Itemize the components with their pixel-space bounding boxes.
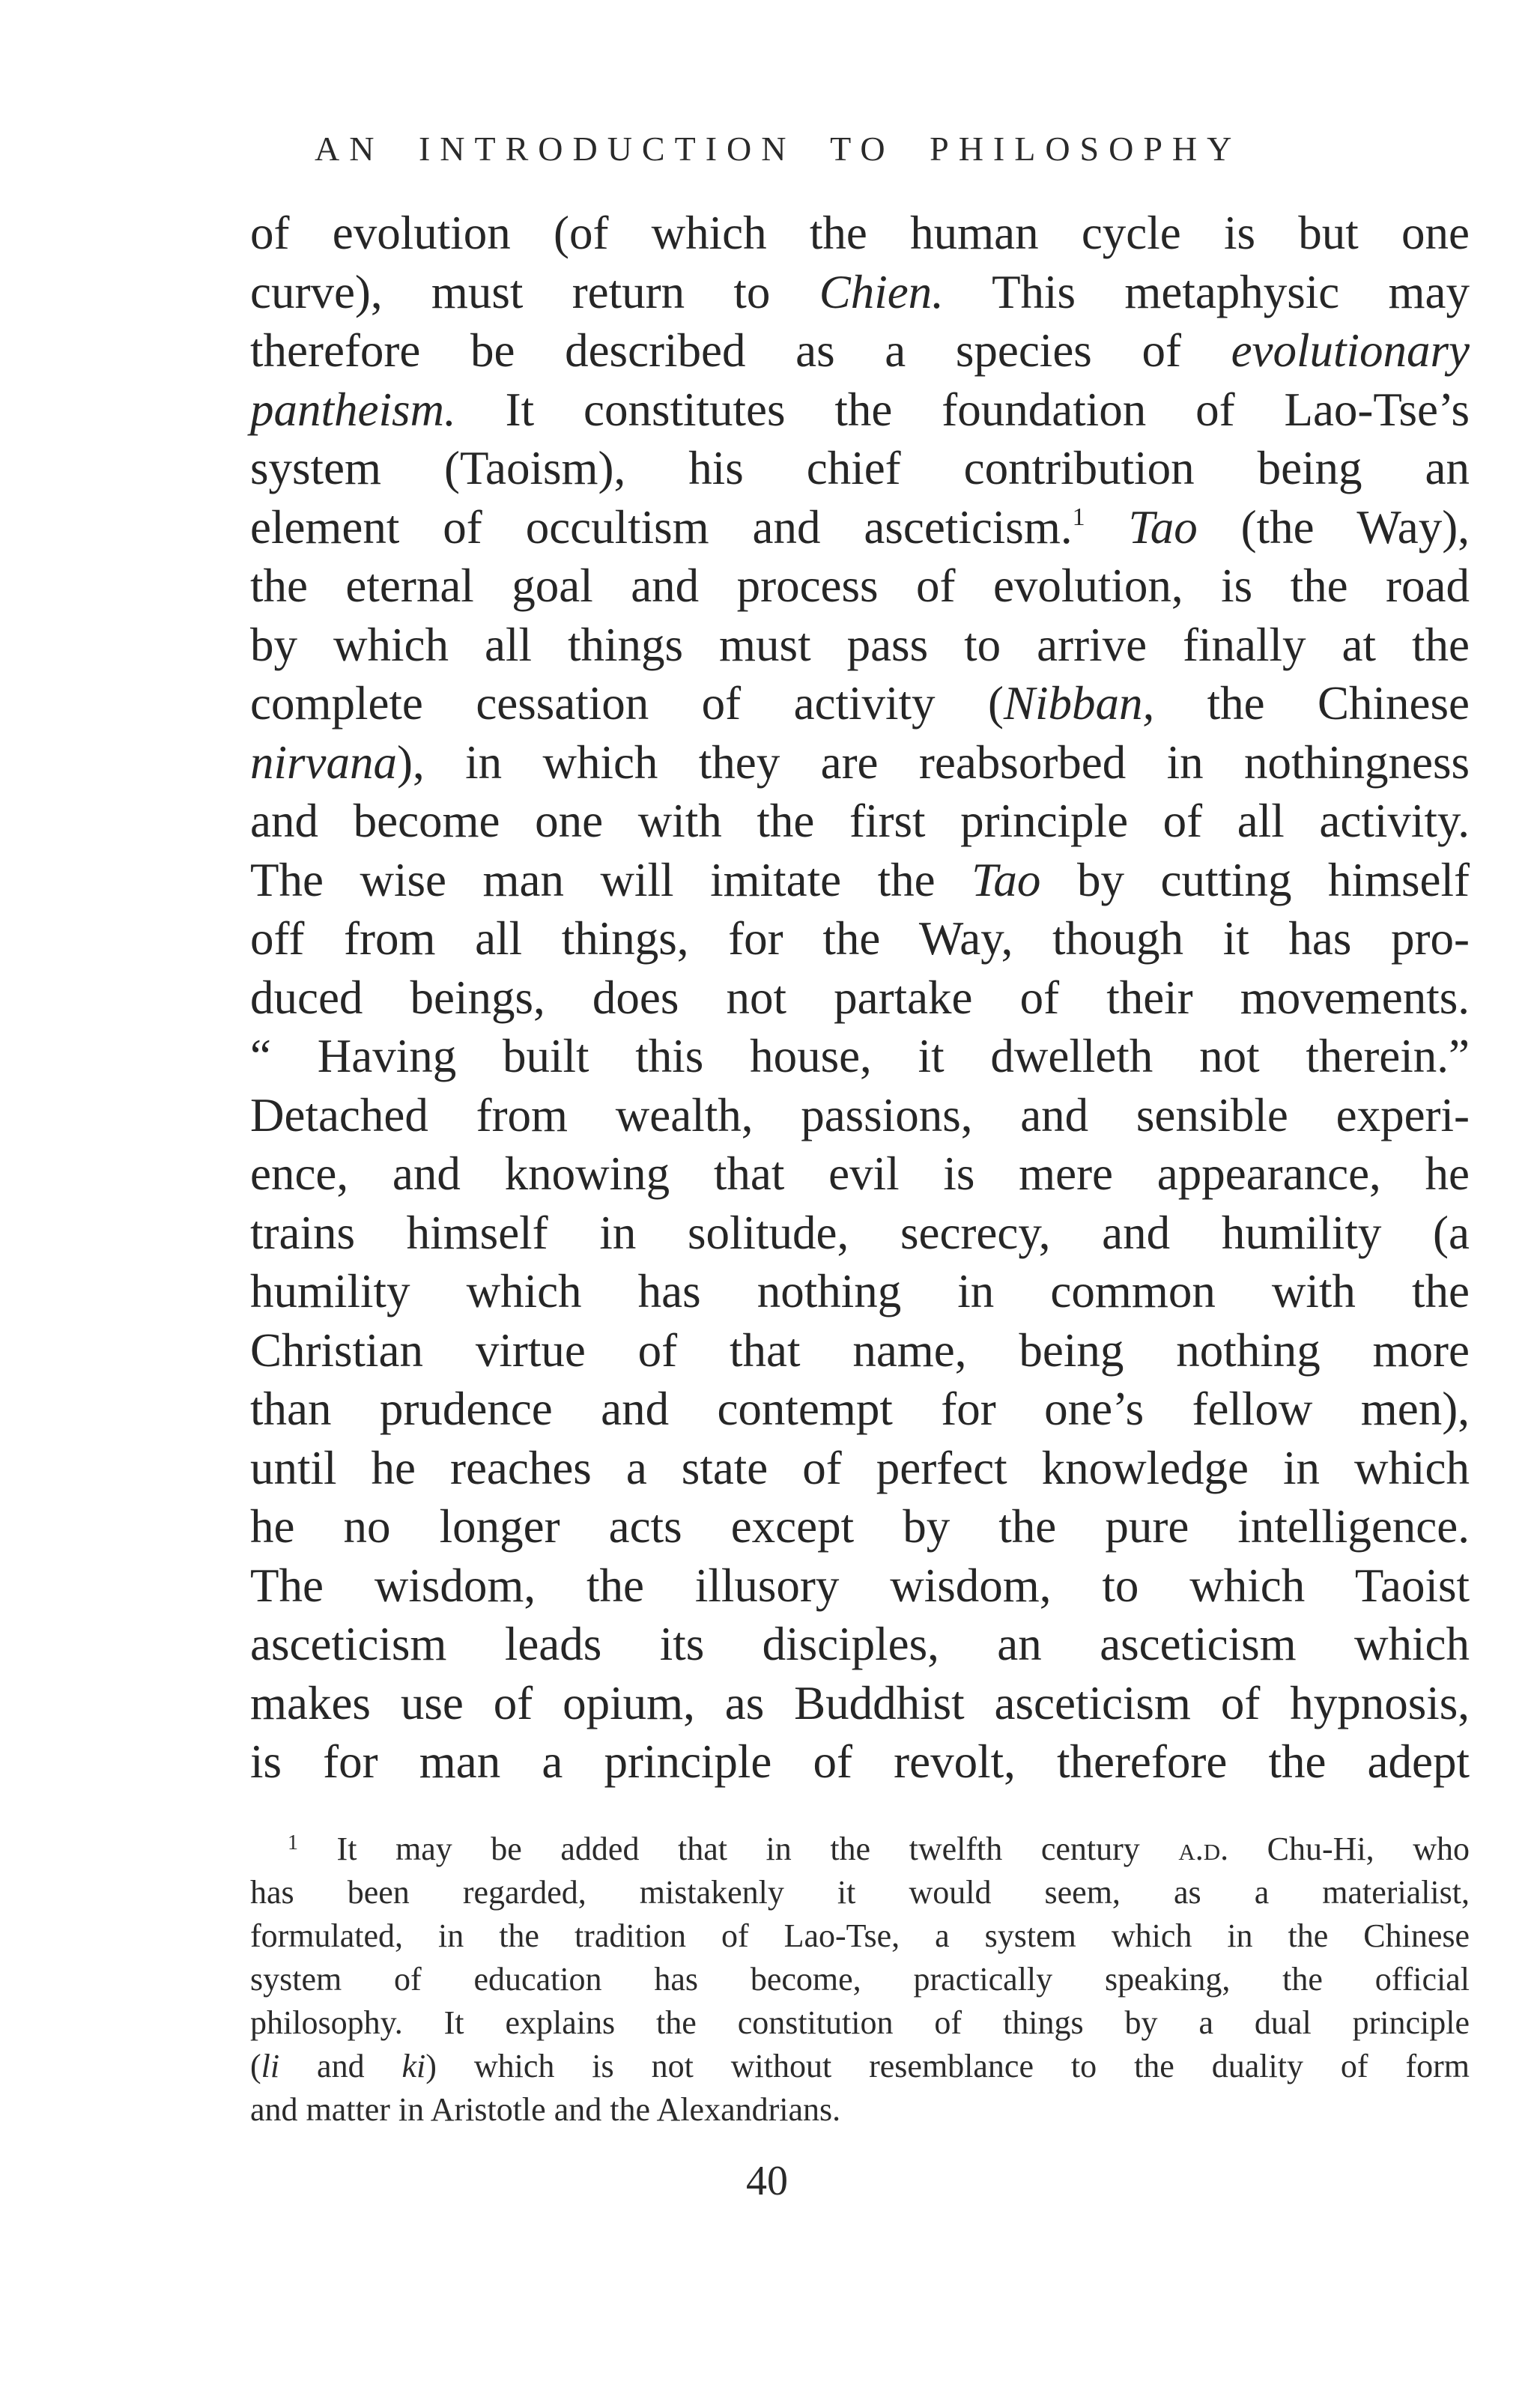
text-line: and become one with the first principle of all activity. xyxy=(250,795,1470,847)
italic-term: Tao xyxy=(1128,500,1198,554)
italic-term: Tao xyxy=(971,853,1041,906)
text-line: he no longer acts except by the pure intelligence. xyxy=(250,1500,1470,1553)
footnote-line: formulated, in the tradition of Lao-Tse, a system which in the Chinese xyxy=(250,1917,1470,1954)
text-line: trains himself in solitude, secrecy, and humility (a xyxy=(250,1206,1470,1259)
footnote-line: $^1$ It may be added that in the twelfth century a.d. Chu-Hi, who xyxy=(288,1831,1470,1867)
footnote xyxy=(250,1828,1470,2132)
text-line: Detached from wealth, passions, and sensible experi- xyxy=(250,1088,1470,1141)
italic-term: Nibban, xyxy=(1003,677,1155,730)
italic-term: li xyxy=(261,2048,280,2084)
footnote-line: has been regarded, mistakenly it would seem, as a materialist, xyxy=(250,1874,1470,1911)
text-line: The wise man will imitate the Tao by cutting himself xyxy=(250,853,1470,906)
text-line: Christian virtue of that name, being nothing more xyxy=(250,1323,1470,1377)
text-line: humility which has nothing in common with the xyxy=(250,1265,1470,1317)
body-text xyxy=(250,204,1470,1792)
text-line: therefore be described as a species of evolutionary xyxy=(250,324,1470,377)
text-line: ence, and knowing that evil is mere appearance, he xyxy=(250,1147,1470,1200)
text-line: until he reaches a state of perfect knowledge in which xyxy=(250,1441,1470,1494)
footnote-line: system of education has become, practically speaking, the official xyxy=(250,1961,1470,1998)
footnote-line: (li and ki) which is not without resemblance to the duality of form xyxy=(250,2048,1470,2084)
text-line: the eternal goal and process of evolution, is the road xyxy=(250,559,1470,612)
italic-term: evolutionary xyxy=(1231,324,1470,377)
text-line: duced beings, does not partake of their movements. xyxy=(250,971,1470,1024)
text-line: nirvana), in which they are reabsorbed in nothingness xyxy=(250,736,1470,789)
footnote-marker: 1 xyxy=(288,1831,298,1854)
italic-term: nirvana xyxy=(250,736,397,789)
page-number: 40 xyxy=(746,2158,788,2204)
italic-term: ki xyxy=(401,2048,426,2084)
text-line: of evolution (of which the human cycle is but one xyxy=(250,207,1470,259)
text-line: off from all things, for the Way, though it has pro- xyxy=(250,912,1470,965)
text-line: system (Taoism), his chief contribution being an xyxy=(250,442,1470,494)
text-line: makes use of opium, as Buddhist asceticism of hypnosis, xyxy=(250,1676,1470,1729)
italic-term: pantheism. xyxy=(250,383,456,436)
footnote-line: and matter in Aristotle and the Alexandrians. xyxy=(250,2091,841,2128)
footnote-line: philosophy. It explains the constitution of things by a dual principle xyxy=(250,2004,1470,2041)
text-line: asceticism leads its disciples, an asceticism which xyxy=(250,1618,1470,1670)
text-line: curve), must return to Chien. This metaphysic may xyxy=(250,265,1470,318)
text-line: is for man a principle of revolt, therefore the adept xyxy=(250,1735,1470,1788)
text-line: pantheism. It constitutes the foundation of Lao-Tse’s xyxy=(250,383,1470,436)
text-line: “ Having built this house, it dwelleth not therein.” xyxy=(250,1030,1470,1082)
text-line: than prudence and contempt for one’s fellow men), xyxy=(250,1383,1470,1435)
era-abbreviation: a.d. xyxy=(1178,1831,1229,1867)
text-line: complete cessation of activity (Nibban, the Chinese xyxy=(250,677,1470,730)
text-line: by which all things must pass to arrive finally at the xyxy=(250,618,1470,671)
text-line: The wisdom, the illusory wisdom, to which Taoist xyxy=(250,1559,1470,1612)
text-line: element of occultism and asceticism.$^1$ Tao (the Way), xyxy=(250,500,1470,554)
running-head: AN INTRODUCTION TO PHILOSOPHY xyxy=(315,130,1242,168)
italic-term: Chien. xyxy=(819,265,944,318)
footnote-reference[interactable]: 1 xyxy=(1072,503,1085,531)
